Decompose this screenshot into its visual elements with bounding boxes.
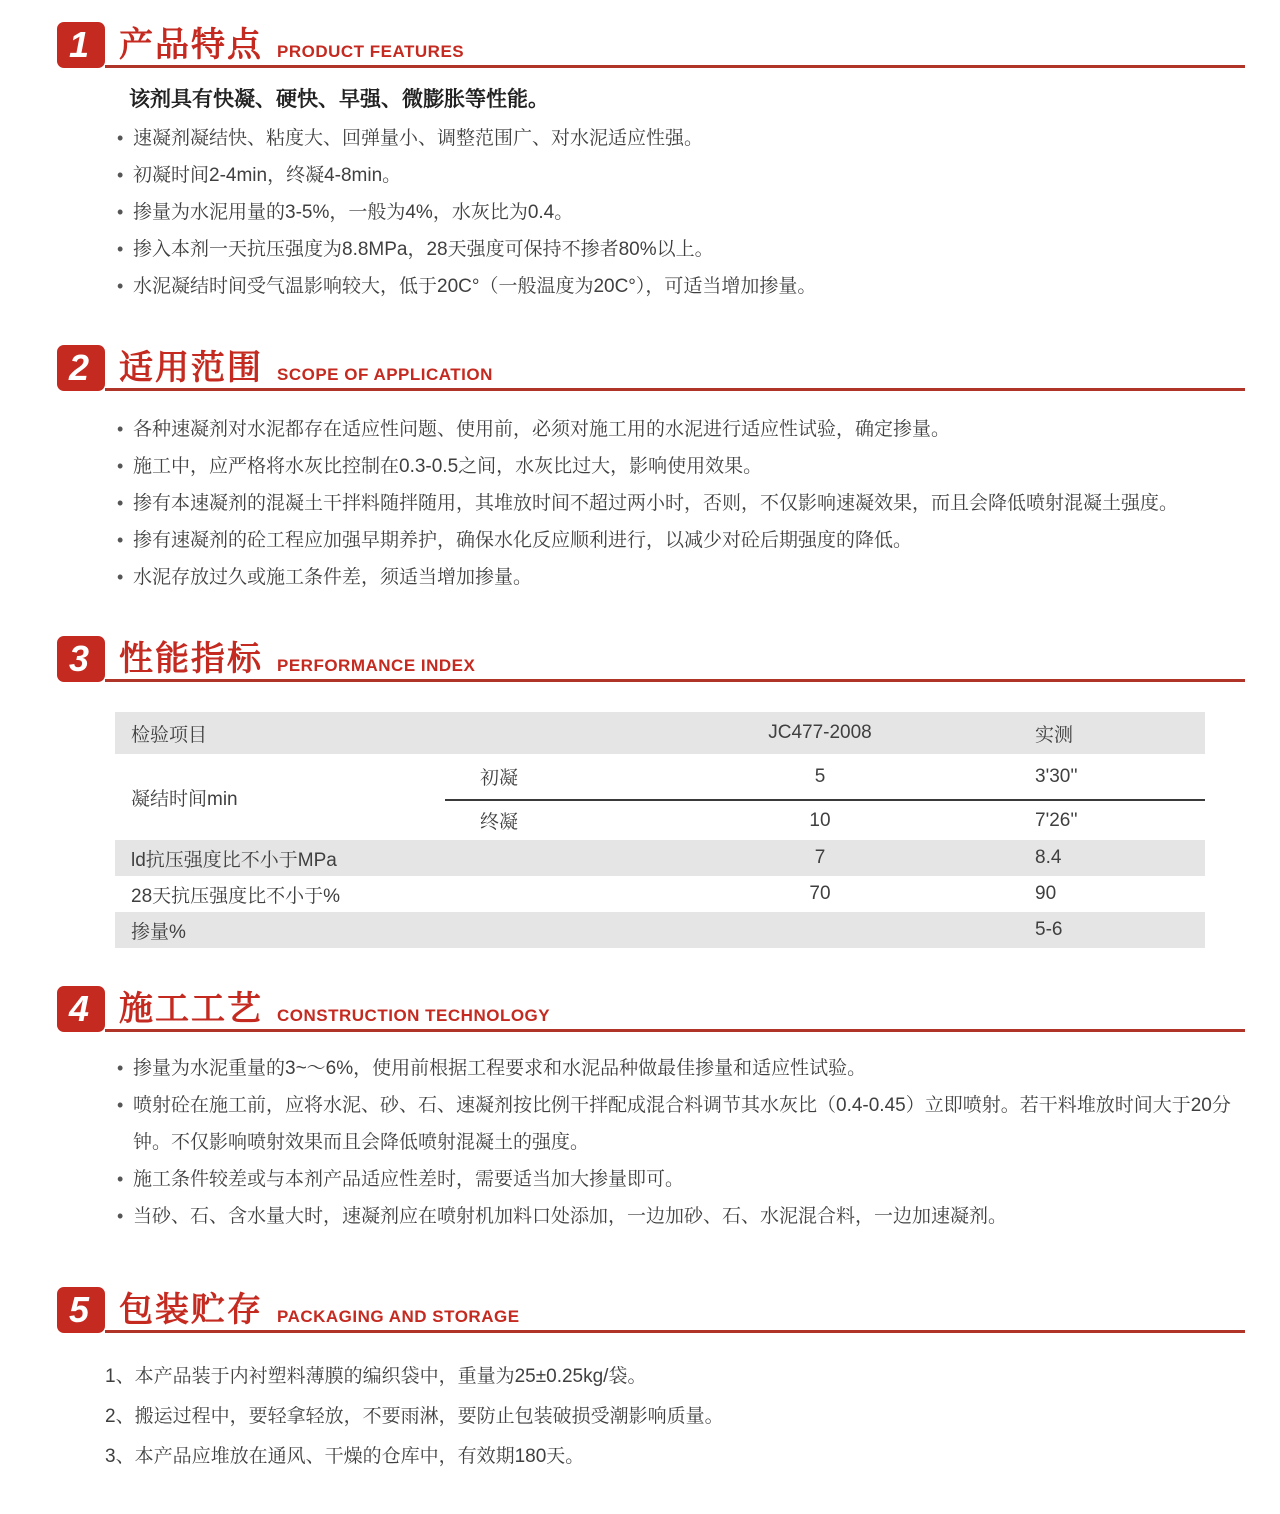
list-item: • 掺入本剂一天抗压强度为8.8MPa，28天强度可保持不掺者80%以上。 — [115, 231, 1245, 268]
cell-measured: 8.4 — [965, 840, 1205, 876]
list-item: • 施工条件较差或与本剂产品适应性差时，需要适当加大掺量即可。 — [115, 1161, 1245, 1198]
section-1-number-badge — [57, 22, 105, 68]
cell-setting-time-label: 凝结时间min — [131, 788, 238, 810]
list-item: 3、本产品应堆放在通风、干燥的仓库中，有效期180天。 — [105, 1446, 585, 1467]
cell-measured: 90 — [1035, 883, 1057, 904]
section-title-cn: 产品特点 — [119, 26, 263, 64]
product-features-list — [57, 120, 1245, 305]
cell-standard: 70 — [809, 883, 831, 904]
section-product-features — [57, 22, 1245, 305]
list-item: • 掺有速凝剂的砼工程应加强早期养护，确保水化反应顺利进行，以减少对砼后期强度的降低。 — [115, 522, 1245, 559]
col-header-measured: 实测 — [965, 712, 1205, 754]
section-performance-index — [57, 636, 1245, 948]
table-row-dosage — [115, 912, 1205, 948]
cell-item: 28天抗压强度比不小于% — [131, 885, 341, 907]
section-1-header — [57, 22, 1245, 68]
list-item: • 喷射砼在施工前，应将水泥、砂、石、速凝剂按比例干拌配成混合料调节其水灰比（0.4-0.45）立即喷射。若干料堆放时间大于20分钟。不仅影响喷射效果而且会降低喷射混凝土的强度。 — [115, 1087, 1245, 1161]
cell-phase: 终凝 — [480, 812, 519, 833]
list-item: • 速凝剂凝结快、粘度大、回弹量小、调整范围广、对水泥适应性强。 — [115, 120, 1245, 157]
section-number: 5 — [68, 1289, 90, 1330]
list-item: • 初凝时间2-4min，终凝4-8min。 — [115, 157, 1245, 194]
list-item: • 当砂、石、含水量大时，速凝剂应在喷射机加料口处添加，一边加砂、石、水泥混合料，一边加速凝剂。 — [115, 1198, 1245, 1235]
col-header-standard: JC477-2008 — [675, 712, 965, 754]
cell-item: 掺量% — [115, 912, 675, 948]
section-construction-technology — [57, 986, 1245, 1235]
section-3-number-badge — [57, 636, 105, 682]
section-1-title-area — [105, 22, 1245, 68]
section-number: 2 — [68, 347, 90, 388]
section-title-en: SCOPE OF APPLICATION — [277, 365, 493, 384]
section-2-title-area — [105, 345, 1245, 391]
scope-list — [57, 411, 1245, 596]
cell-standard: 10 — [809, 809, 831, 831]
list-item: • 施工中，应严格将水灰比控制在0.3-0.5之间，水灰比过大，影响使用效果。 — [115, 448, 1245, 485]
section-title-cn: 包装贮存 — [119, 1291, 263, 1329]
list-item: • 水泥凝结时间受气温影响较大，低于20C°（一般温度为20C°），可适当增加掺量。 — [115, 268, 1245, 305]
packaging-list — [105, 1357, 1245, 1477]
cell-standard — [675, 912, 965, 948]
section-5-number-badge — [57, 1287, 105, 1333]
intro-statement: 该剂具有快凝、硬快、早强、微膨胀等性能。 — [129, 88, 549, 111]
cell-phase: 初凝 — [445, 754, 675, 800]
list-item: • 各种速凝剂对水泥都存在适应性问题、使用前，必须对施工用的水泥进行适应性试验，确定掺量。 — [115, 411, 1245, 448]
list-item: • 掺量为水泥用量的3-5%，一般为4%，水灰比为0.4。 — [115, 194, 1245, 231]
list-item: • 掺有本速凝剂的混凝土干拌料随拌随用，其堆放时间不超过两小时，否则，不仅影响速凝效果，而且会降低喷射混凝土强度。 — [115, 485, 1245, 522]
cell-measured: 3'30'' — [965, 754, 1205, 800]
cell-measured: 7'26'' — [1035, 809, 1078, 831]
performance-table — [115, 712, 1205, 948]
table-header-row — [115, 712, 1205, 754]
section-number: 4 — [68, 988, 90, 1029]
section-2-header — [57, 345, 1245, 391]
section-3-header — [57, 636, 1245, 682]
section-3-title-area — [105, 636, 1245, 682]
col-header-item: 检验项目 — [115, 712, 675, 754]
section-title-en: PRODUCT FEATURES — [277, 42, 465, 61]
section-4-header — [57, 986, 1245, 1032]
section-5-header — [57, 1287, 1245, 1333]
cell-standard: 7 — [675, 840, 965, 876]
list-item: • 水泥存放过久或施工条件差，须适当增加掺量。 — [115, 559, 1245, 596]
construction-list — [57, 1050, 1245, 1235]
section-title-cn: 施工工艺 — [119, 990, 263, 1028]
table-row-1d-strength — [115, 840, 1205, 876]
cell-standard: 5 — [675, 754, 965, 800]
section-packaging-storage — [57, 1287, 1245, 1477]
section-title-en: CONSTRUCTION TECHNOLOGY — [277, 1006, 551, 1025]
section-title-en: PACKAGING AND STORAGE — [277, 1307, 520, 1326]
section-title-cn: 性能指标 — [119, 640, 263, 678]
section-4-number-badge — [57, 986, 105, 1032]
cell-item: ld抗压强度比不小于MPa — [115, 840, 675, 876]
section-5-title-area — [105, 1287, 1245, 1333]
section-number: 3 — [68, 638, 90, 679]
section-title-cn: 适用范围 — [119, 349, 263, 387]
section-4-title-area — [105, 986, 1245, 1032]
table-row-28d-strength — [115, 876, 1205, 912]
table-row-initial-setting — [115, 754, 1205, 800]
section-2-number-badge — [57, 345, 105, 391]
section-scope-of-application — [57, 345, 1245, 596]
cell-measured: 5-6 — [965, 912, 1205, 948]
list-item: 2、搬运过程中，要轻拿轻放，不要雨淋，要防止包装破损受潮影响质量。 — [105, 1406, 724, 1427]
list-item: 1、本产品装于内衬塑料薄膜的编织袋中，重量为25±0.25kg/袋。 — [105, 1366, 647, 1387]
section-title-en: PERFORMANCE INDEX — [277, 656, 476, 675]
list-item: • 掺量为水泥重量的3~～6%，使用前根据工程要求和水泥品种做最佳掺量和适应性试验。 — [115, 1050, 1245, 1087]
section-number: 1 — [68, 24, 90, 65]
